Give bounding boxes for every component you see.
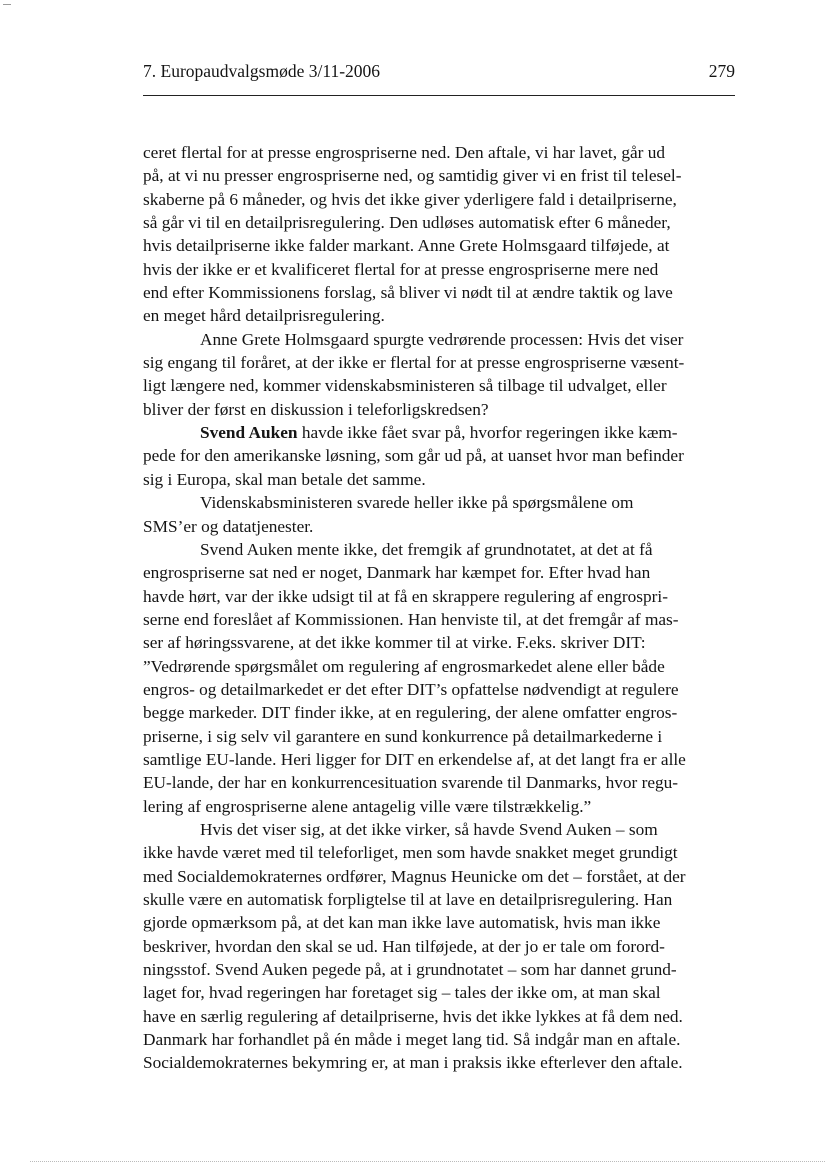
text-line: ningsstof. Svend Auken pegede på, at i grundnotatet – som har dannet grund- — [143, 960, 677, 980]
text-line: hvis der ikke er et kvalificeret flertal for at presse engrospriserne mere ned — [143, 259, 659, 279]
text-line: serne end foreslået af Kommissionen. Han henviste til, at det fremgår af mas- — [143, 609, 679, 629]
text-line: laget for, hvad regeringen har foretaget sig – tales der ikke om, at man skal — [143, 983, 661, 1003]
paragraph-start-line: Hvis det viser sig, at det ikke virker, så havde Svend Auken – som — [200, 819, 658, 839]
text-line: Danmark har forhandlet på én måde i meget lang tid. Så indgår man en aftale. — [143, 1030, 681, 1050]
text-line: skulle være en automatisk forpligtelse til at lave en detailprisregulering. Han — [143, 890, 673, 909]
text-line: samtlige EU-lande. Heri ligger for DIT en erkendelse af, at det langt fra er alle — [143, 749, 686, 769]
scan-bottom-edge — [30, 1161, 825, 1163]
body-text — [143, 141, 743, 1075]
header-title: 7. Europaudvalgsmøde 3/11-2006 — [143, 61, 381, 81]
text-line: engrospriserne sat ned er noget, Danmark har kæmpet for. Efter hvad han — [143, 563, 651, 583]
text-line: SMS’er og datatjenester. — [143, 516, 314, 536]
text-line: lering af engrospriserne alene antagelig ville være tilstrækkelig.” — [143, 796, 592, 816]
text-line: med Socialdemokraternes ordfører, Magnus Heunicke om det – forstået, at der — [143, 866, 686, 886]
text-line: have en særlig regulering af detailpriserne, hvis det ikke lykkes at få dem ned. — [143, 1006, 683, 1026]
text-line: EU-lande, der har en konkurrencesituation svarende til Danmarks, hvor regu- — [143, 773, 679, 793]
paragraph-start-line — [143, 421, 743, 444]
text-line: ser af høringssvarene, at det ikke kommer til at virke. F.eks. skriver DIT: — [143, 633, 646, 653]
page-number: 279 — [708, 61, 735, 81]
text-line: priserne, i sig selv vil garantere en sund konkurrence på detailmarkederne i — [143, 726, 663, 746]
text-line: ikke havde været med til teleforliget, men som havde snakket meget grundigt — [143, 843, 678, 863]
paragraph-start-line: Videnskabsministeren svarede heller ikke på spørgsmålene om — [200, 493, 634, 513]
text-line: pede for den amerikanske løsning, som går ud på, at uanset hvor man befinder — [143, 446, 684, 466]
text-line-rest: havde ikke fået svar på, hvorfor regeringen ikke kæm- — [301, 423, 678, 443]
text-line: havde hørt, var der ikke udsigt til at få en skrappere regulering af engrospri- — [143, 586, 668, 606]
text-line: sig engang til foråret, at der ikke er flertal for at presse engrospriserne væsent- — [143, 353, 685, 373]
text-line: på, at vi nu presser engrospriserne ned, og samtidig giver vi en frist til telesel- — [143, 166, 682, 186]
text-line: bliver der først en diskussion i teleforligskredsen? — [143, 399, 489, 419]
text-line: beskriver, hvordan den skal se ud. Han tilføjede, at der jo er tale om forord- — [143, 936, 665, 956]
text-line: sig i Europa, skal man betale det samme. — [143, 469, 426, 489]
text-line: hvis detailpriserne ikke falder markant. Anne Grete Holmsgaard tilføjede, at — [143, 236, 670, 256]
text-line: Socialdemokraternes bekymring er, at man i praksis ikke efterlever den aftale. — [143, 1053, 683, 1073]
text-line: ”Vedrørende spørgsmålet om regulering af engrosmarkedet alene eller både — [143, 656, 665, 676]
text-line: så går vi til en detailprisregulering. Den udløses automatisk efter 6 måneder, — [143, 213, 671, 233]
text-line: skaberne på 6 måneder, og hvis det ikke giver yderligere fald i detailpriserne, — [143, 189, 677, 209]
paragraph-start-line: Anne Grete Holmsgaard spurgte vedrørende processen: Hvis det viser — [200, 329, 684, 349]
text-line: end efter Kommissionens forslag, så bliver vi nødt til at ændre taktik og lave — [143, 283, 673, 303]
paragraph-start-line: Svend Auken mente ikke, det fremgik af grundnotatet, at det at få — [200, 539, 653, 559]
text-line: gjorde opmærksom på, at det kan man ikke lave automatisk, hvis man ikke — [143, 913, 661, 933]
text-line: ligt længere ned, kommer videnskabsministeren så tilbage til udvalget, eller — [143, 376, 667, 396]
text-line: en meget hård detailprisregulering. — [143, 306, 385, 326]
scan-artifact — [3, 4, 11, 5]
text-line: ceret flertal for at presse engrospriserne ned. Den aftale, vi har lavet, går ud — [143, 143, 666, 162]
text-line: begge markeder. DIT finder ikke, at en regulering, der alene omfatter engros- — [143, 703, 678, 723]
text-line: engros- og detailmarkedet er det efter DIT’s opfattelse nødvendigt at regulere — [143, 679, 679, 699]
running-header — [143, 61, 735, 96]
speaker-name: Svend Auken — [200, 423, 298, 443]
